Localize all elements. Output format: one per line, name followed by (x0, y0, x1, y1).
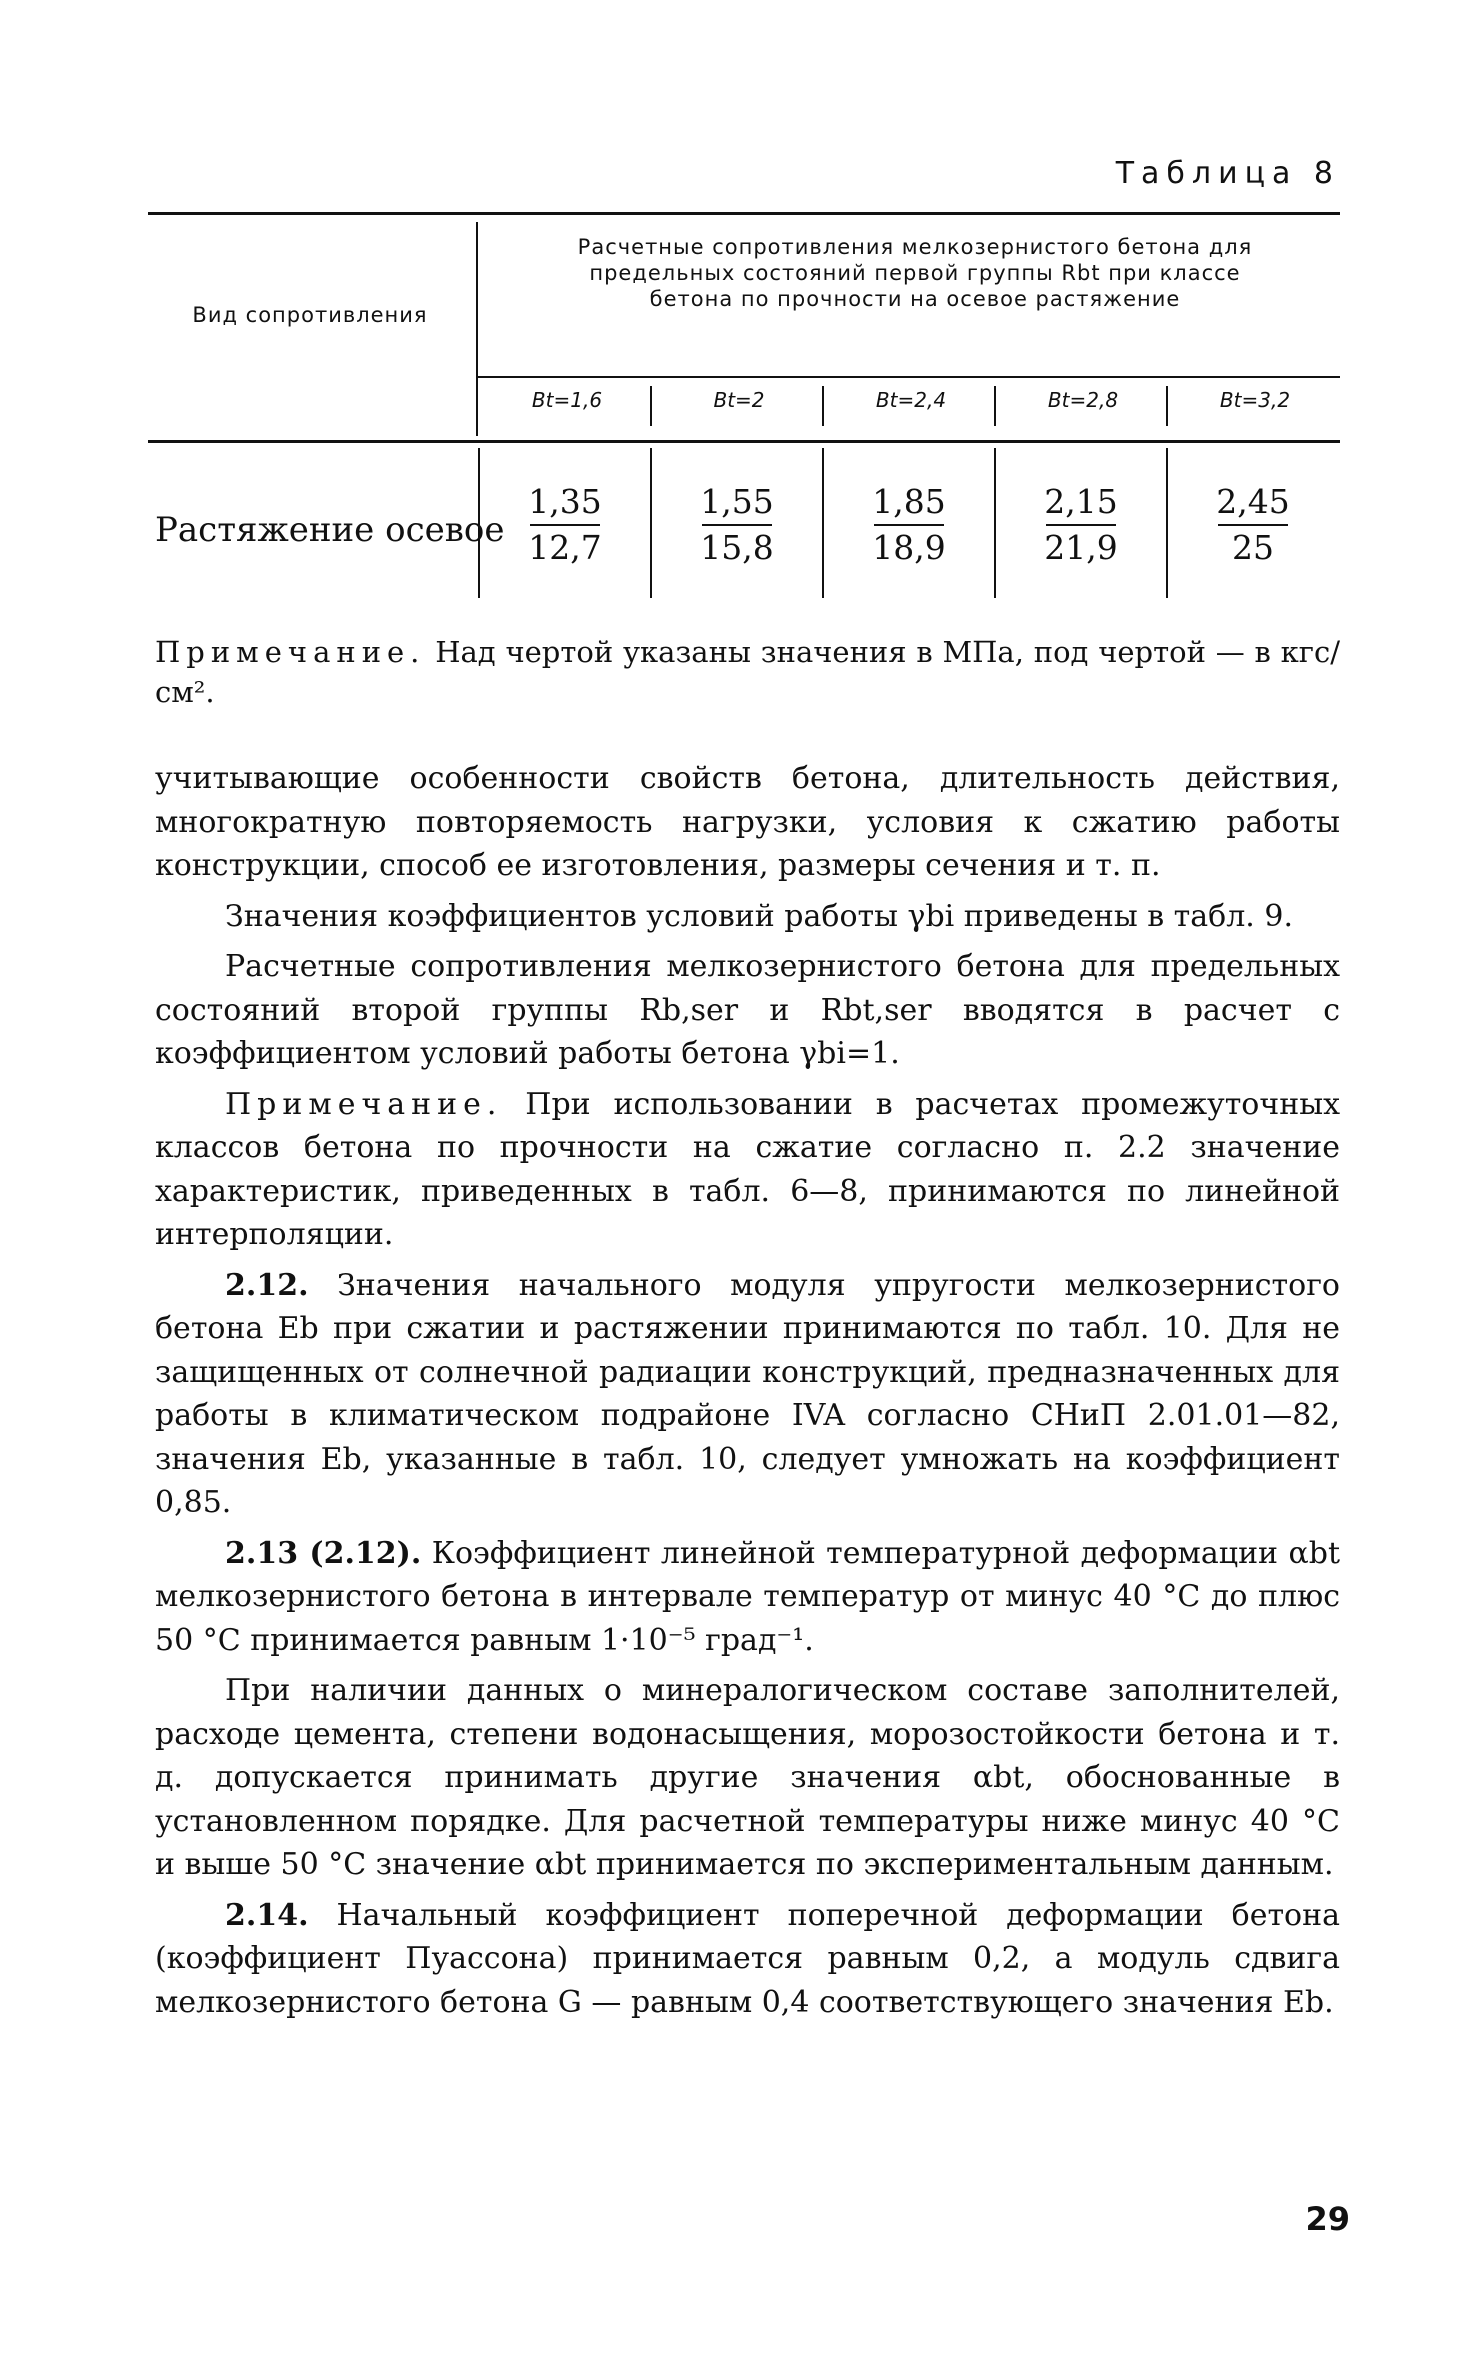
body-divider-1 (650, 448, 652, 598)
value-cell-1 (510, 482, 620, 568)
fraction-bar (874, 524, 944, 526)
body-divider-3 (994, 448, 996, 598)
paragraph-note (155, 1083, 1340, 1257)
section-text: Начальный коэффициент поперечной деформации бетона (коэффициент Пуассона) принимается равным 0,2, а модуль сдвига мелкозернистого бетона G — равным 0,4 соответствующего значения Eb. (155, 1897, 1340, 2020)
fraction-bar (1218, 524, 1288, 526)
value-kgf: 12,7 (528, 528, 602, 567)
value-mpa: 1,35 (528, 482, 602, 521)
body-text (155, 757, 1340, 2031)
value-mpa: 2,45 (1216, 482, 1290, 521)
fraction-bar (530, 524, 600, 526)
header-divider (476, 222, 478, 436)
header-bottom-rule (148, 440, 1340, 443)
paragraph-7: При наличии данных о минералогическом составе заполнителей, расходе цемента, степени водонасыщения, морозостойкости бетона и т. д. допускается принимать другие значения αbt, обоснованные в установленном порядке. Для расчетной температуры ниже минус 40 °С и выше 50 °С значение αbt принимается по экспериментальным данным. (155, 1673, 1340, 1882)
value-cell-4 (1026, 482, 1136, 568)
paragraph-3: Расчетные сопротивления мелкозернистого бетона для предельных состояний второй группы Rb,ser и Rbt,ser вводятся в расчет с коэффициентом условий работы бетона γbi=1. (155, 949, 1340, 1071)
page-number: 29 (1305, 2200, 1350, 2238)
section-2-13 (155, 1532, 1340, 1663)
row-label: Растяжение осевое (155, 510, 505, 550)
value-mpa: 2,15 (1044, 482, 1118, 521)
section-2-12 (155, 1264, 1340, 1525)
section-number: 2.14. (225, 1897, 309, 1933)
value-mpa: 1,85 (872, 482, 946, 521)
value-cell-2 (682, 482, 792, 568)
value-kgf: 15,8 (700, 528, 774, 567)
value-kgf: 25 (1232, 528, 1274, 567)
fraction-bar (702, 524, 772, 526)
value-kgf: 18,9 (872, 528, 946, 567)
value-cell-5 (1198, 482, 1308, 568)
value-kgf: 21,9 (1044, 528, 1118, 567)
resistance-type-header: Вид сопротивления (192, 303, 428, 327)
section-text: Значения начального модуля упругости мелкозернистого бетона Eb при сжатии и растяжении принимаются по табл. 10. Для не защищенных от солнечной радиации конструкций, предназначенных для работы в климатическом подрайоне IVA согласно СНиП 2.01.01—82, значения Eb, указанные в табл. 10, следует умножать на коэффициент 0,85. (155, 1267, 1340, 1520)
table-top-rule (148, 212, 1340, 215)
class-label-3: Bt=2,4 (875, 388, 947, 412)
section-number: 2.13 (2.12). (225, 1535, 422, 1571)
section-2-14 (155, 1894, 1340, 2025)
section-text: Коэффициент линейной температурной деформации αbt мелкозернистого бетона в интервале температур от минус 40 °С до плюс 50 °С принимается равным 1·10⁻⁵ град⁻¹. (155, 1535, 1340, 1658)
body-divider-2 (822, 448, 824, 598)
paragraph-2: Значения коэффициентов условий работы γbi приведены в табл. 9. (225, 898, 1293, 934)
note-label: Примечание. (225, 1086, 503, 1122)
table-note-label: Примечание. (155, 635, 426, 669)
body-divider-4 (1166, 448, 1168, 598)
note-text: При использовании в расчетах промежуточных классов бетона по прочности на сжатие согласно п. 2.2 значение характеристик, приведенных в табл. 6—8, принимаются по линейной интерполяции. (155, 1086, 1340, 1252)
header-sub-rule (478, 376, 1340, 378)
class-label-4: Bt=2,8 (1047, 388, 1119, 412)
paragraph-1: учитывающие особенности свойств бетона, длительность действия, многократную повторяемость нагрузки, условия к сжатию работы конструкции, способ ее изготовления, размеры сечения и т. п. (155, 761, 1340, 883)
class-label-2: Bt=2 (713, 388, 765, 412)
table-note (155, 632, 1340, 712)
table-note-text: Над чертой указаны значения в МПа, под чертой — в кгс/см². (155, 635, 1341, 709)
fraction-bar (1046, 524, 1116, 526)
design-resistance-header: Расчетные сопротивления мелкозернистого бетона для предельных состояний первой группы Rbt при классе бетона по прочности на осевое растяжение (577, 235, 1253, 311)
table-caption: Таблица 8 (1115, 156, 1340, 191)
class-label-1: Bt=1,6 (531, 388, 603, 412)
class-label-5: Bt=3,2 (1219, 388, 1291, 412)
section-number: 2.12. (225, 1267, 309, 1303)
value-mpa: 1,55 (700, 482, 774, 521)
value-cell-3 (854, 482, 964, 568)
